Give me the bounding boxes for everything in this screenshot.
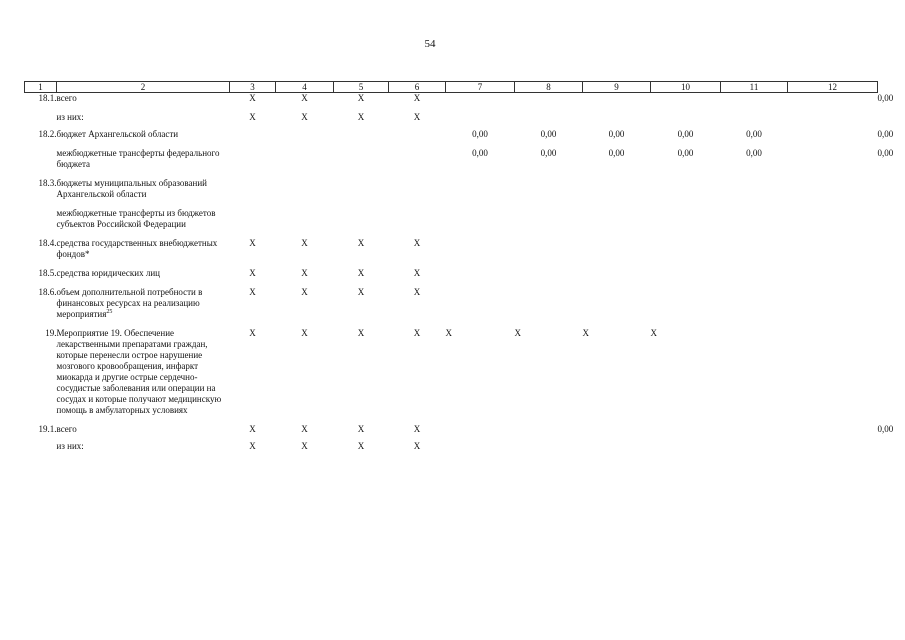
column-header: 7 [446, 82, 515, 93]
value-cell [651, 424, 721, 441]
value-cell [230, 178, 276, 208]
row-description-text: всего [56, 93, 77, 103]
value-cell [788, 424, 878, 441]
value-cell [446, 441, 515, 452]
value-cell [446, 238, 515, 268]
value-cell: 0,00 [608, 148, 625, 158]
row-description-text: Мероприятие 19. Обеспечение лекарственными препаратами граждан, которые перенесли острое нарушение мозгового кровообращения, инфаркт миокарда и другие острые сердечно-сосудистые заболевания или операции на сосудах и которые получают медицинскую помощь в амбулаторных условиях [56, 328, 222, 415]
table-body [25, 92, 894, 453]
table-row [25, 112, 878, 129]
value-cell: X [413, 112, 421, 122]
value-cell: X [445, 328, 452, 338]
value-cell: X [249, 112, 256, 122]
row-description [57, 287, 230, 328]
value-cell [334, 148, 389, 178]
row-number: 18.6. [38, 287, 57, 297]
row-description-text: из них: [56, 112, 84, 122]
value-cell [230, 208, 276, 238]
value-cell: X [301, 424, 308, 434]
value-cell [446, 424, 515, 441]
value-cell [230, 148, 276, 178]
row-description [57, 93, 230, 113]
value-cell [651, 93, 721, 113]
value-cell: 0,00 [472, 148, 488, 158]
value-cell: 0,00 [677, 148, 694, 158]
row-number: 19. [45, 328, 57, 338]
row-description-text: бюджет Архангельской области [56, 129, 179, 139]
table-row [25, 441, 878, 452]
row-description [57, 328, 230, 424]
row-description [57, 148, 230, 178]
column-header: 4 [276, 82, 334, 93]
value-cell: X [357, 424, 365, 434]
value-cell [276, 129, 334, 148]
value-cell: X [301, 441, 308, 451]
value-cell [721, 441, 788, 452]
value-cell [721, 112, 788, 129]
table-row: 18.2. бюджет Архангельской области 0,00 0,00 0,00 0,00 0,00 0,00 [25, 129, 878, 148]
column-header: 3 [230, 82, 276, 93]
value-cell [446, 268, 515, 287]
table-row: 18.1. всего X X X X 0,00 [25, 93, 878, 113]
value-cell [721, 268, 788, 287]
value-cell [515, 178, 583, 208]
value-cell [651, 178, 721, 208]
value-cell: X [413, 328, 421, 338]
row-description-text: средства государственных внебюджетных фондов* [56, 238, 218, 259]
table-row [25, 178, 878, 208]
column-header: 6 [389, 82, 446, 93]
table-row [25, 238, 878, 268]
value-cell [276, 148, 334, 178]
value-cell [446, 287, 515, 328]
row-number [25, 208, 57, 238]
value-cell: X [357, 268, 365, 278]
table-row: межбюджетные трансферты федерального бюджета 0,00 0,00 0,00 0,00 0,00 0,00 [25, 148, 878, 178]
row-number [25, 112, 57, 129]
column-header: 5 [334, 82, 389, 93]
value-cell [276, 208, 334, 238]
value-cell [721, 424, 788, 441]
value-cell [389, 148, 446, 178]
column-header: 12 [788, 82, 878, 93]
value-cell [276, 178, 334, 208]
value-cell [446, 178, 515, 208]
row-description [57, 178, 230, 208]
row-description-text: межбюджетные трансферты из бюджетов субъектов Российской Федерации [56, 208, 216, 229]
value-cell: 0,00 [540, 148, 557, 158]
value-cell: X [514, 328, 521, 338]
row-description [57, 208, 230, 238]
value-cell: X [357, 441, 365, 451]
value-cell: X [650, 328, 657, 338]
value-cell [721, 287, 788, 328]
footnote-marker: 25 [106, 309, 113, 315]
value-cell [515, 93, 583, 113]
table-row [25, 268, 878, 287]
value-cell: 0,00 [608, 129, 625, 139]
row-description-text: бюджеты муниципальных образований Архангельской области [56, 178, 207, 199]
value-cell: X [301, 287, 308, 297]
value-cell [389, 178, 446, 208]
value-cell [651, 268, 721, 287]
value-cell: 0,00 [540, 129, 557, 139]
value-cell [446, 93, 515, 113]
value-cell: 0,00 [746, 148, 762, 158]
row-number: 18.1. [38, 93, 57, 103]
value-cell: X [413, 238, 421, 248]
row-number: 18.5. [38, 268, 57, 278]
value-cell [721, 178, 788, 208]
row-number [25, 441, 57, 452]
value-cell [788, 129, 878, 148]
value-cell [788, 148, 878, 178]
value-cell: X [249, 424, 256, 434]
value-cell [583, 238, 651, 268]
value-cell [788, 238, 878, 268]
row-description-text: объем дополнительной потребности в финансовых ресурсах на реализацию мероприятия [56, 287, 203, 319]
value-cell [651, 208, 721, 238]
value-cell: X [301, 328, 308, 338]
row-description [57, 129, 230, 148]
table-row [25, 208, 878, 238]
value-cell: X [357, 328, 365, 338]
value-cell: X [357, 112, 365, 122]
value-cell [788, 328, 878, 424]
column-header: 1 [25, 82, 57, 93]
row-description-text: межбюджетные трансферты федерального бюджета [56, 148, 220, 169]
value-cell [389, 129, 446, 148]
value-cell: 0,00 [677, 129, 694, 139]
value-cell: X [582, 328, 589, 338]
value-cell: X [413, 93, 421, 103]
value-cell [583, 441, 651, 452]
value-cell [583, 424, 651, 441]
value-cell [583, 268, 651, 287]
row-number: 18.3. [38, 178, 57, 188]
value-cell [230, 129, 276, 148]
column-header: 8 [515, 82, 583, 93]
value-cell [651, 287, 721, 328]
value-cell [788, 178, 878, 208]
value-cell [334, 208, 389, 238]
value-cell: 0,00 [746, 129, 762, 139]
row-description-text: из них: [56, 441, 84, 451]
value-cell: X [249, 441, 256, 451]
value-cell [651, 238, 721, 268]
value-cell [515, 208, 583, 238]
value-cell [721, 93, 788, 113]
value-cell [515, 238, 583, 268]
value-cell [721, 208, 788, 238]
value-cell: X [301, 112, 308, 122]
value-cell: X [249, 238, 256, 248]
row-description [57, 112, 230, 129]
value-cell [721, 328, 788, 424]
value-cell [788, 287, 878, 328]
budget-table [24, 81, 894, 452]
value-cell [515, 424, 583, 441]
value-cell [583, 93, 651, 113]
value-cell: X [413, 424, 421, 434]
row-number: 18.4. [38, 238, 57, 248]
value-cell [788, 268, 878, 287]
row-number: 18.2. [38, 129, 57, 139]
value-cell: X [301, 238, 308, 248]
value-cell: X [413, 287, 421, 297]
column-header: 10 [651, 82, 721, 93]
value-cell: X [413, 441, 421, 451]
value-cell: X [357, 287, 365, 297]
value-cell [721, 238, 788, 268]
value-cell: X [249, 93, 256, 103]
value-cell: X [357, 238, 365, 248]
value-cell [334, 129, 389, 148]
row-description-text: всего [56, 424, 77, 434]
value-cell [515, 268, 583, 287]
value-cell [788, 208, 878, 238]
row-description [57, 424, 230, 441]
value-cell [446, 112, 515, 129]
value-cell [651, 441, 721, 452]
value-cell [583, 287, 651, 328]
table-row [25, 328, 878, 424]
table-row: 19.1. всего X X X X 0,00 [25, 424, 878, 441]
value-cell: X [249, 328, 256, 338]
value-cell [651, 112, 721, 129]
value-cell [515, 287, 583, 328]
value-cell [446, 208, 515, 238]
column-number-row [25, 82, 878, 93]
row-description [57, 441, 230, 452]
value-cell [583, 112, 651, 129]
column-header: 11 [721, 82, 788, 93]
value-cell: 0,00 [472, 129, 488, 139]
value-cell [515, 112, 583, 129]
value-cell: X [249, 268, 256, 278]
column-header: 9 [583, 82, 651, 93]
page-number: 54 [424, 38, 436, 50]
row-number: 19.1. [38, 424, 57, 434]
value-cell [389, 208, 446, 238]
row-description [57, 238, 230, 268]
row-description-text: средства юридических лиц [56, 268, 160, 278]
value-cell [788, 93, 878, 113]
value-cell [583, 178, 651, 208]
value-cell [788, 441, 878, 452]
value-cell [583, 208, 651, 238]
value-cell: X [413, 268, 421, 278]
row-number [25, 148, 57, 178]
table-row [25, 287, 878, 328]
value-cell [515, 441, 583, 452]
value-cell: X [357, 93, 365, 103]
value-cell [334, 178, 389, 208]
column-header: 2 [57, 82, 230, 93]
value-cell: X [301, 93, 308, 103]
row-description [57, 268, 230, 287]
value-cell [788, 112, 878, 129]
value-cell: X [301, 268, 308, 278]
value-cell: X [249, 287, 256, 297]
